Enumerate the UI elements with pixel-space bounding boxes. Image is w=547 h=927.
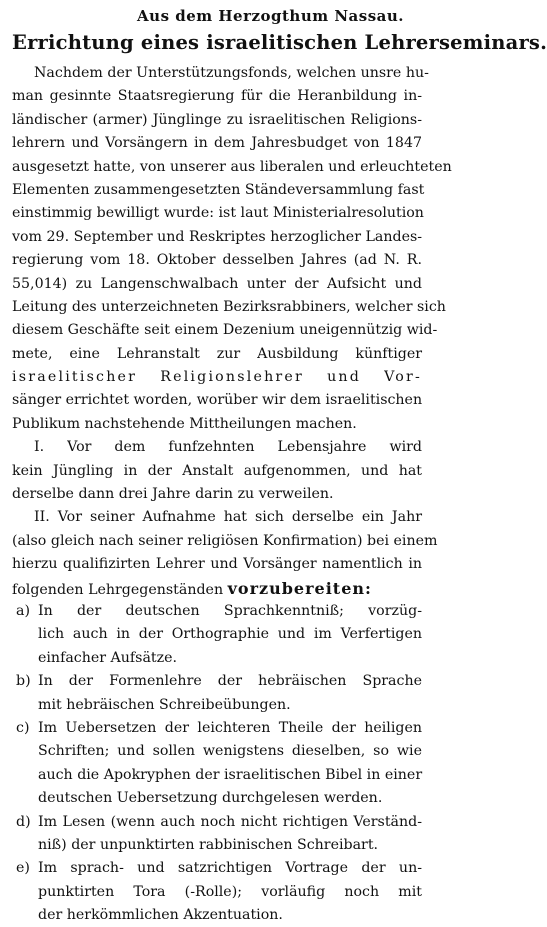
text-line: der herkömmlichen Akzentuation. (38, 907, 283, 924)
text-line: ländischer (armer) Jünglinge zu israelitischen Religions- (12, 111, 422, 128)
text-line: vom 29. September und Reskriptes herzoglicher Landes- (12, 228, 423, 245)
text-fragment: folgenden Lehrgegenständen (12, 581, 224, 598)
text-line: punktirten Tora (-Rolle); vorläufig noch mit (38, 883, 422, 900)
text-line: hierzu qualifizirten Lehrer und Vorsänger namentlich in (12, 556, 422, 573)
item-label: a) (16, 602, 30, 619)
text-line (12, 577, 422, 600)
list-item (12, 857, 422, 927)
item-label: c) (16, 719, 30, 736)
item-label: e) (16, 860, 30, 877)
text-line: regierung vom 18. Oktober desselben Jahres (ad N. R. (12, 252, 422, 269)
list-item (12, 670, 422, 717)
text-line: Im Lesen (wenn auch noch nicht richtigen Verständ- (38, 813, 422, 830)
text-line: Im sprach- und satzrichtigen Vortrage der un- (38, 860, 422, 877)
text-line: einfacher Aufsätze. (38, 649, 178, 666)
text-line: Elementen zusammengesetzten Ständeversammlung fast (12, 181, 425, 198)
section-two (12, 506, 438, 600)
text-line: ausgesetzt hatte, von unserer aus liberalen und erleuchteten (12, 158, 452, 175)
text-line: israelitischer Religionslehrer und Vor- (12, 369, 422, 386)
list-item (12, 717, 422, 811)
intro-paragraph (12, 62, 452, 436)
text-line: (also gleich nach seiner religiösen Konfirmation) bei einem (12, 532, 438, 549)
text-line: In der Formenlehre der hebräischen Sprache (38, 673, 422, 690)
text-line: Leitung des unterzeichneten Bezirksrabbiners, welcher sich (12, 298, 446, 315)
text-line: Schriften; und sollen wenigstens dieselben, so wie (38, 743, 422, 760)
text-line: sänger errichtet worden, worüber wir dem israelitischen (12, 392, 423, 409)
text-line: mete, eine Lehranstalt zur Ausbildung künftiger (12, 345, 422, 362)
text-line: diesem Geschäfte seit einem Dezenium uneigennützig wid- (12, 322, 438, 339)
text-line: Publikum nachstehende Mittheilungen machen. (12, 415, 357, 432)
text-line: auch die Apokryphen der israelitischen Bibel in einer (38, 766, 423, 783)
text-line: einstimmig bewilligt wurde: ist laut Ministerialresolution (12, 205, 424, 222)
text-line: mit hebräischen Schreibeübungen. (38, 696, 291, 713)
text-line: deutschen Uebersetzung durchgelesen werden. (38, 790, 383, 807)
headline: Errichtung eines israelitischen Lehrerseminars. (12, 31, 547, 54)
text-line: 55,014) zu Langenschwalbach unter der Aufsicht und (12, 275, 422, 292)
item-label: b) (16, 673, 31, 690)
list-item (12, 600, 422, 670)
emphasis-text: vorzubereiten: (227, 578, 372, 598)
text-line: Im Uebersetzen der leichteren Theile der heiligen (38, 719, 422, 736)
text-line: kein Jüngling in der Anstalt aufgenommen, und hat (12, 462, 422, 479)
text-line: In der deutschen Sprachkenntniß; vorzüg- (38, 602, 422, 619)
text-line: derselbe dann drei Jahre darin zu verweilen. (12, 486, 334, 503)
text-line: Nachdem der Unterstützungsfonds, welchen unsre hu- (34, 65, 429, 81)
text-line: niß) der unpunktirten rabbinischen Schreibart. (38, 836, 379, 853)
list-item (12, 811, 422, 858)
text-line: lehrern und Vorsängern in dem Jahresbudget von 1847 (12, 135, 422, 152)
dateline: Aus dem Herzogthum Nassau. (137, 7, 404, 25)
item-label: d) (16, 813, 31, 830)
text-line: man gesinnte Staatsregierung für die Heranbildung in- (12, 88, 422, 105)
text-line: lich auch in der Orthographie und im Verfertigen (38, 626, 422, 643)
section-one (12, 436, 422, 506)
text-line: I. Vor dem funfzehnten Lebensjahre wird (34, 439, 422, 456)
text-line: II. Vor seiner Aufnahme hat sich derselbe ein Jahr (34, 509, 422, 526)
